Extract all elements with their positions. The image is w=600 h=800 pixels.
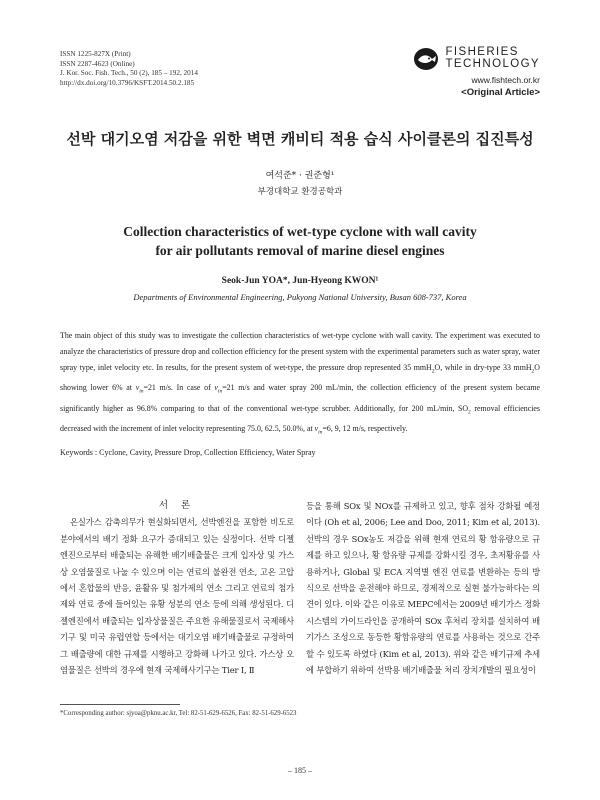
journal-logo [413,46,540,98]
logo-line-technology: TECHNOLOGY [445,58,540,70]
fish-logo-icon [413,46,439,72]
footnote-divider [60,704,180,705]
intro-right-column [306,498,540,678]
english-affiliation: Departments of Environmental Engineering, Pukyong National University, Busan 608-737, Korea [133,292,467,302]
keywords: Keywords : Cyclone, Cavity, Pressure Drop, Collection Efficiency, Water Spray [60,448,316,457]
issn-print: ISSN 1225-827X (Print) [60,50,131,58]
abstract: The main object of this study was to investigate the collection characteristics of wet-type cyclone with wall cavity. The experiment was executed to analyze the characteristics of pressure drop and collection efficiency for the present system with the experimental parameters such as water spray, water spray type, inlet velocity etc. In results, for the present system of wet-type, the pressure drop represented 35 mmH$_2$O, while in dry-type 33 mmH$_2$O showing lower 6% at $v_{in}=21$ m/s. In case of $v_{in}=21$ m/s and water spray 200 mL/min, the collection efficiency of the present system became significantly higher as 96.8% comparing to that of the conventional wet-type scrubber. Additionally, for 200 mL/min, $SO_2$ removal efficiencies decreased with the increment of inlet velocity representing 75.0, 62.5, 50.0%, at $v_{in}=6$, 9, 12 m/s, respectively. [60,331,540,436]
journal-meta [60,50,198,88]
logo-line-fisheries: FISHERIES [445,46,519,58]
intro-left-column [60,498,294,678]
article-type: <Original Article> [461,87,540,98]
korean-authors: 여석준* · 권준형¹ [265,171,335,181]
intro-paragraph-1: 온실가스 감축의무가 현실화되면서, 선박엔진을 포함한 비도로 분야에서의 배기 정화 요구가 증대되고 있는 실정이다. 선박 디젤엔진으로부터 배출되는 유해한 배기배출물은 크게 입자상 및 가스상 오염물질로 나눌 수 있으며 이는 연료의 불완전 연소, 고온 고압에서 혼합물의 반응, 윤활유 및 첨가제의 연소 그리고 연료의 첨가제와 연료 중에 들어있는 유황 성분의 연소 등에 의해 생성된다. 디젤엔진에서 배출되는 입자상물질은 주요한 유해물질로서 국제해사기구 및 미국 유럽연합 등에서는 대기오염 배기배출물로 규정하여 그 배출량에 대한 규제를 시행하고 강화해 나가고 있다. 가스상 오염물질은 선박의 경우에 현재 국제해사기구는 Tier Ⅰ, Ⅱ [60,517,294,676]
page-number: – 185 – [288,766,312,775]
intro-paragraph-2: 등을 통해 SOx 및 NOx를 규제하고 있고, 향후 점차 강화될 예정이다 (Oh et al, 2006; Lee and Doo, 2011; Kim et al, 2013). 선박의 경우 SOx농도 저감을 위해 현재 연료의 황 함유량으로 규제를 하고 있으나, 황 함유량 규제를 강화시킬 경우, 초저황유를 사용하거나, Global 및 ECA 지역별 엔진 연료를 변환하는 등의 방식으로 선박을 운전해야 하므로, 경제적으로 실현 불가능하다는 의견이 있다. 이와 같은 이유로 MEPC에서는 2009년 배기가스 정화시스템의 가이드라인을 공개하여 SOx 후처리 장치를 설치하여 배기가스 조성으로 동등한 황함유량의 연료를 사용하는 것으로 간주할 수 있도록 하였다 (Kim et al, 2013). 위와 같은 배기규제 추세에 부합하기 위하여 선박용 배기배출물 처리 장치개발의 필요성이 [306,501,540,676]
english-title-line2: for air pollutants removal of marine diesel engines [155,243,445,258]
section-heading-introduction: 서 론 [158,500,196,511]
english-authors: Seok-Jun YOA*, Jun-Hyeong KWON¹ [221,276,379,286]
english-title [60,222,540,260]
korean-affiliation: 부경대학교 환경공학과 [257,187,343,197]
corresponding-author-footnote: *Corresponding author: sjyoa@pknu.ac.kr, Tel: 82-51-629-6526, Fax: 82-51-629-6523 [60,710,297,717]
journal-url[interactable]: www.fishtech.or.kr [471,75,540,85]
doi-link[interactable]: http://dx.doi.org/10.3796/KSFT.2014.50.2.185 [60,78,195,87]
issn-online: ISSN 2287-4623 (Online) [60,59,135,68]
english-title-line1: Collection characteristics of wet-type cyclone with wall cavity [123,224,477,239]
korean-title: 선박 대기오염 저감을 위한 벽면 캐비티 적용 습식 사이클론의 집진특성 [66,130,534,148]
citation: J. Kor. Soc. Fish. Tech., 50 (2), 185 – 192, 2014 [60,69,198,78]
